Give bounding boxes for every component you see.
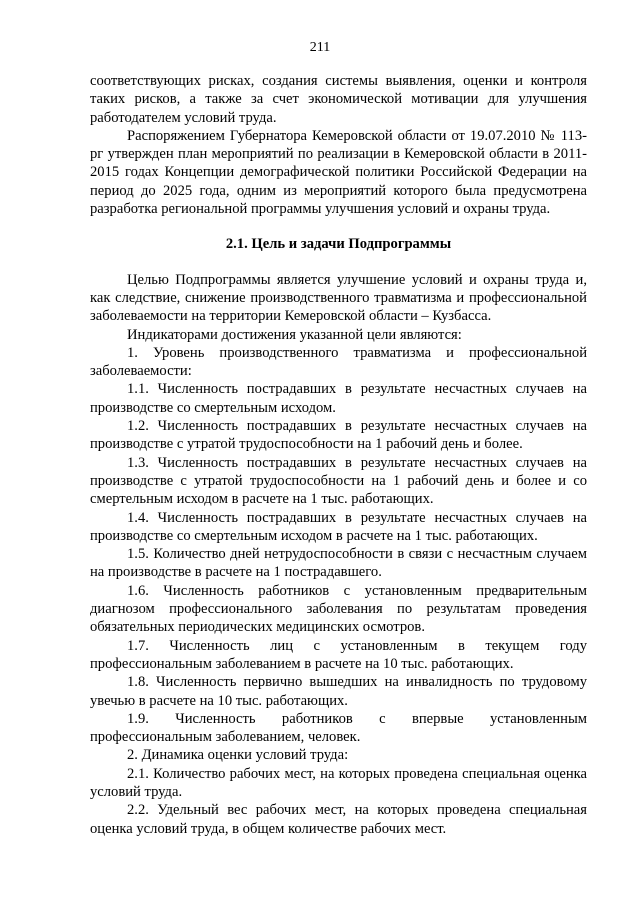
list-item: 1.5. Количество дней нетрудоспособности в связи с несчастным случаем на производстве в расчете на 1 пострадавшего.	[90, 546, 587, 581]
list-item: 1.3. Численность пострадавших в результате несчастных случаев на производстве с утратой трудоспособности на 1 рабочий день и более и со смертельным исходом в расчете на 1 тыс. работающих.	[90, 454, 587, 508]
list-item: 1.7. Численность лиц с установленным в текущем году профессиональным заболеванием в расчете на 10 тыс. работающих.	[90, 637, 587, 672]
section-heading: 2.1. Цель и задачи Подпрограммы	[225, 236, 452, 253]
list-item: 1.6. Численность работников с установленным предварительным диагнозом профессионального заболевания по результатам проведения обязательных периодических медицинских осмотров.	[90, 582, 587, 636]
list-item: 1.2. Численность пострадавших в результате несчастных случаев на производстве с утратой трудоспособности на 1 рабочий день и более.	[90, 418, 587, 453]
paragraph: соответствующих рисках, создания системы выявления, оценки и контроля таких рисков, а также за счет экономической мотивации для улучшения работодателем условий труда.	[90, 73, 587, 126]
page-number: 211	[309, 40, 331, 55]
list-item: 1.8. Численность первично вышедших на инвалидность по трудовому увечью в расчете на 10 тыс. работающих.	[90, 674, 587, 709]
list-item: 1.4. Численность пострадавших в результате несчастных случаев на производстве со смертельным исходом в расчете на 1 тыс. работающих.	[90, 509, 587, 544]
paragraph: Целью Подпрограммы является улучшение условий и охраны труда и, как следствие, снижение производственного травматизма и профессиональной заболеваемости на территории Кемеровской области – Кузбасса.	[90, 271, 587, 325]
list-item: 1.9. Численность работников с впервые установленным профессиональным заболеванием, человек.	[90, 710, 587, 746]
list-item: 2.1. Количество рабочих мест, на которых проведена специальная оценка условий труда.	[90, 765, 587, 800]
list-item: 2. Динамика оценки условий труда:	[127, 747, 349, 764]
paragraph: Индикаторами достижения указанной цели являются:	[127, 326, 462, 343]
document-body	[90, 72, 587, 838]
list-item: 1.1. Численность пострадавших в результате несчастных случаев на производстве со смертельным исходом.	[90, 381, 587, 416]
paragraph: Распоряжением Губернатора Кемеровской области от 19.07.2010 № 113-рг утвержден план мероприятий по реализации в Кемеровской области в 2011-2015 годах Концепции демографической политики Российской Федерации на период до 2025 года, одним из мероприятий которого была предусмотрена разработка региональной программы улучшения условий и охраны труда.	[90, 127, 587, 218]
list-item: 1. Уровень производственного травматизма и профессиональной заболеваемости:	[90, 344, 587, 380]
list-item: 2.2. Удельный вес рабочих мест, на которых проведена специальная оценка условий труда, в общем количестве рабочих мест.	[90, 802, 587, 837]
